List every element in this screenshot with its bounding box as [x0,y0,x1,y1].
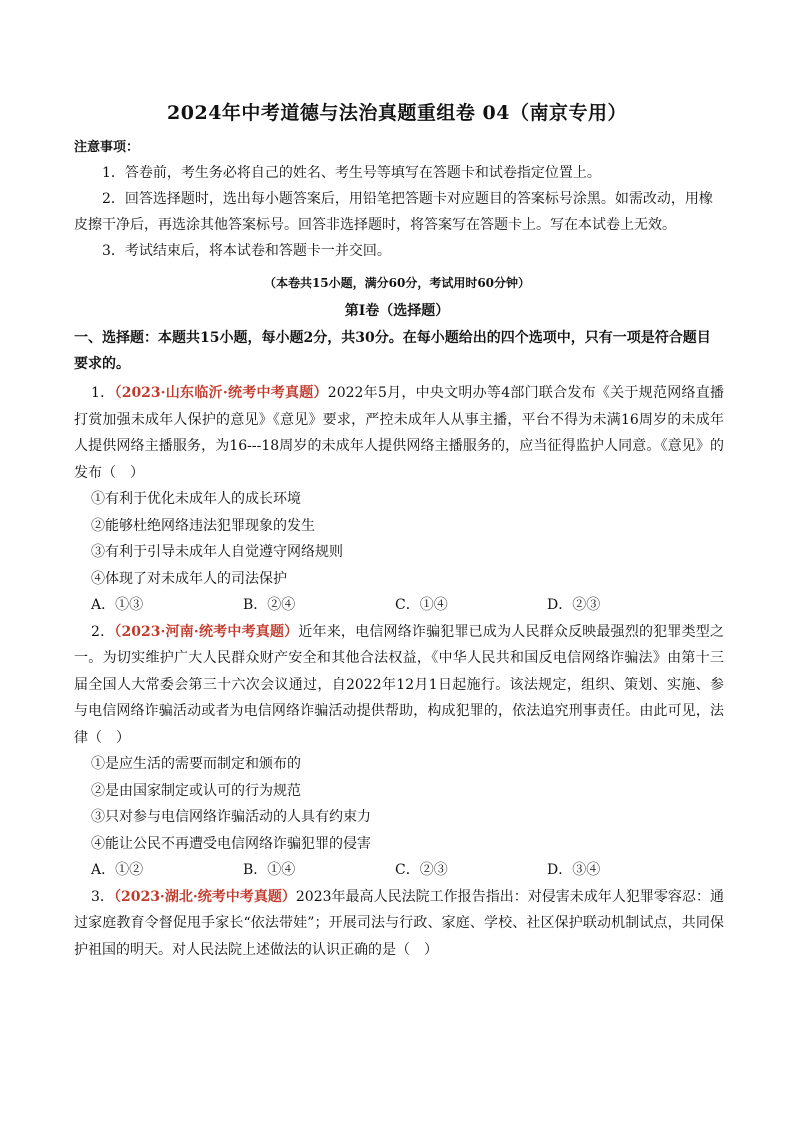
statement-option: ②能够杜绝网络违法犯罪现象的发生 [91,517,315,534]
question-source: （2023·山东临沂·统考中考真题） [114,385,328,401]
exam-info: （本卷共15小题，满分60分，考试用时60分钟） [263,276,531,290]
notice-list [74,160,724,264]
question-text: 近年来，电信网络诈骗犯罪已成为人民群众反映最强烈的犯罪类型之一。为切实维护广大人民群众财产安全和其他合法权益，《中华人民共和国反电信网络诈骗法》由第十三届全国人大常委会第三十六次会议通过，自2022年12月1日起施行。该法规定，组织、策划、实施、参与电信网络诈骗活动或者为电信网络诈骗活动提供帮助，构成犯罪的，依法追究刑事责任。由此可见，法律（ ） [74,623,724,746]
question-stem [74,380,724,486]
statement-option: ④能让公民不再遭受电信网络诈骗犯罪的侵害 [91,835,371,852]
statement-option: ③只对参与电信网络诈骗活动的人具有约束力 [91,809,371,825]
question-stem [74,619,724,752]
question-1 [74,380,724,619]
choice-a: A．①② [91,862,144,878]
statement-option: ①是应生活的需要而制定和颁布的 [91,756,301,772]
question-number: 2． [91,623,115,640]
statement-option: ②是由国家制定或认可的行为规范 [91,782,301,799]
choice-d: D．③④ [547,862,601,878]
question-text: 2022年5月，中央文明办等4部门联合发布《关于规范网络直播打赏加强未成年人保护的意见》《意见》要求，严控未成年人从事主播，平台不得为未满16周岁的未成年人提供网络主播服务，为16---18周岁的未成年人提供网络主播服务的，应当征得监护人同意。《意见》的发布（ ） [74,385,724,481]
question-source: （2023·湖北·统考中考真题） [113,888,296,905]
notice-item: 3．考试结束后，将本试卷和答题卡一并交回。 [102,243,391,259]
choice-c: C．②③ [395,862,448,878]
choice-c: C．①④ [395,597,448,613]
notice-item: 2．回答选择题时，选出每小题答案后，用铅笔把答题卡对应题目的答案标号涂黑。如需改动，用橡皮擦干净后，再选涂其他答案标号。回答非选择题时，将答案写在答题卡上。写在本试卷上无效。 [74,191,713,233]
answer-choices [74,857,724,884]
question-source: （2023·河南·统考中考真题） [114,623,299,640]
question-number: 1． [91,385,115,401]
question-number: 3． [91,888,114,905]
question-text: 2023年最高人民法院工作报告指出：对侵害未成年人犯罪零容忍：通过家庭教育令督促甩手家长“依法带娃”；开展司法与行政、家庭、学校、社区保护联动机制试点，共同保护祖国的明天。对人民法院上述做法的认识正确的是（ ） [74,888,724,958]
answer-choices [74,592,724,619]
section-title: 第Ⅰ卷（选择题） [344,303,450,319]
choice-a: A．①③ [91,597,144,613]
statement-option: ③有利于引导未成年人自觉遵守网络规则 [91,544,343,560]
choice-d: D．②③ [547,597,601,613]
notice-label: 注意事项： [74,140,140,155]
choice-b: B．②④ [243,597,296,613]
question-list [74,380,724,963]
choice-b: B．①④ [243,862,296,878]
section-intro: 一、选择题：本题共15小题，每小题2分，共30分。在每小题给出的四个选项中，只有一项是符合题目要求的。 [74,330,711,372]
statement-option: ④体现了对未成年人的司法保护 [91,570,287,587]
question-2 [74,619,724,884]
question-3 [74,884,724,964]
statement-option: ①有利于优化未成年人的成长环境 [91,491,301,507]
page-title: 2024年中考道德与法治真题重组卷 04（南京专用） [167,102,627,124]
notice-item: 1．答卷前，考生务必将自己的姓名、考生号等填写在答题卡和试卷指定位置上。 [102,165,601,181]
question-stem [74,884,724,964]
